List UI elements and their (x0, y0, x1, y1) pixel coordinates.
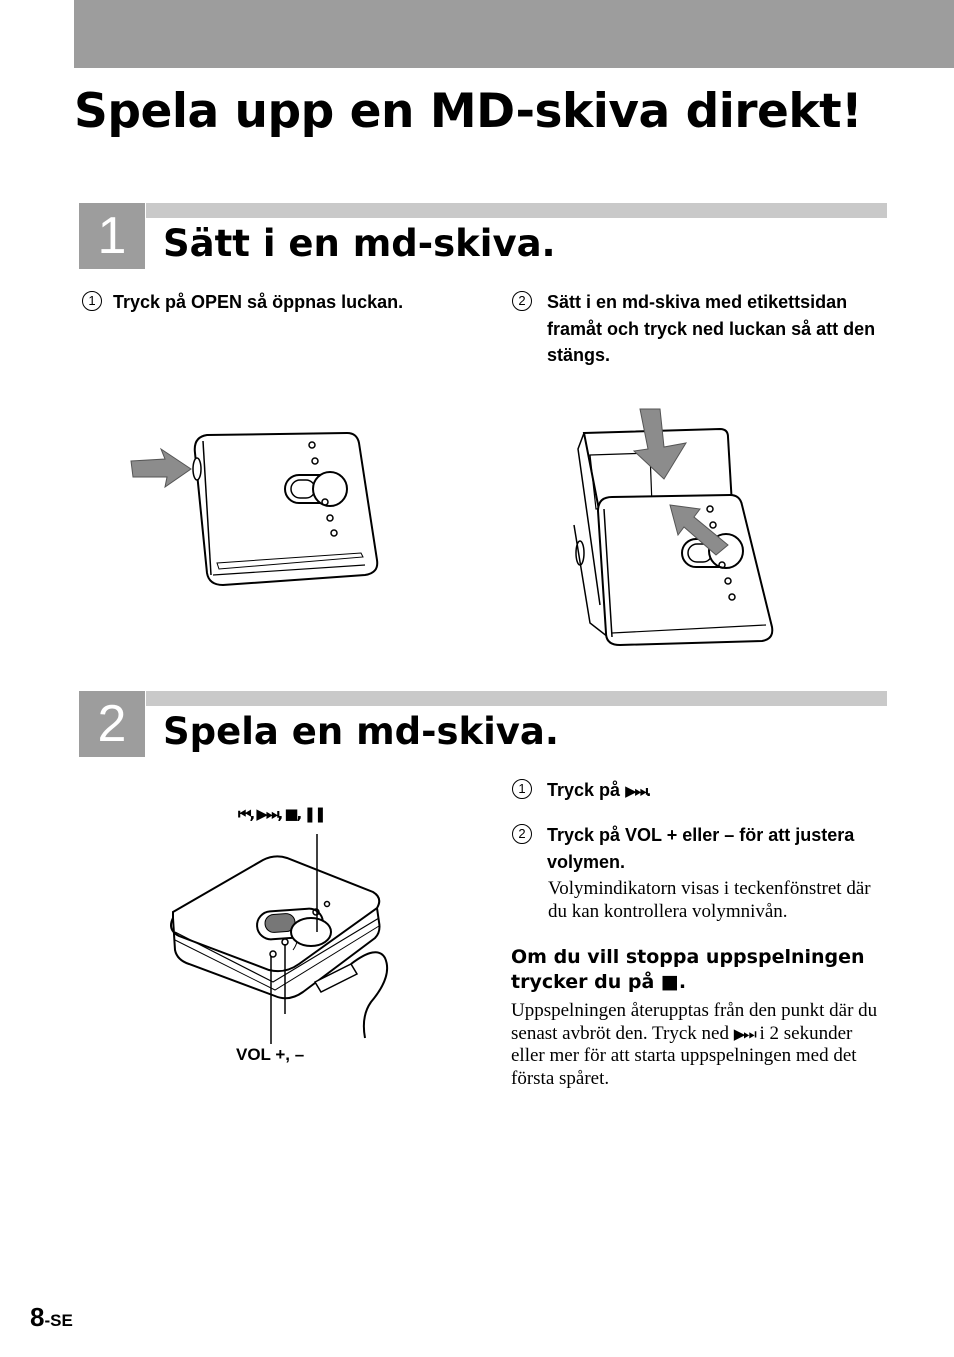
button-label-transport: ⏮, ▶⏭, ■, ❚❚ (238, 805, 325, 823)
page-title: Spela upp en MD-skiva direkt! (74, 84, 863, 139)
step-2-instr-2-marker: 2 (512, 824, 532, 844)
page-number-suffix: -SE (44, 1311, 73, 1330)
button-label-volume: VOL +, – (236, 1045, 305, 1064)
page-number-value: 8 (30, 1302, 45, 1332)
step-1-stripe (146, 203, 887, 218)
header-bar (74, 0, 954, 68)
md-player-insert-illustration (560, 405, 790, 650)
step-2-instr-1-text: Tryck på ▶⏭. (547, 780, 652, 800)
step-1-title: Sätt i en md-skiva. (163, 222, 556, 265)
step-1-number: 1 (79, 203, 145, 269)
tip-heading: Om du vill stoppa uppspelningen trycker du på ■. (511, 946, 865, 993)
md-player-play-illustration (165, 832, 395, 1044)
step-2-instr-1-marker: 1 (512, 779, 532, 799)
step-1-instr-2-marker: 2 (512, 291, 532, 311)
step-2-stripe (146, 691, 887, 706)
step-1-instr-2-text: Sätt i en md-skiva med etikettsidan framåt och tryck ned luckan så att den stängs. (547, 292, 876, 365)
step-2-instr-2-text: Tryck på VOL + eller – för att justera volymen. (547, 825, 855, 872)
tip-body: Uppspelningen återupptas från den punkt där du senast avbröt den. Tryck ned ▶⏭ i 2 sekunder eller mer för att starta uppspelningen med det första spåret. (511, 1000, 878, 1089)
step-1-instr-1-marker: 1 (82, 291, 102, 311)
md-player-open-illustration (125, 425, 385, 590)
page-number (30, 1302, 73, 1333)
step-2-instr-2-note: Volymindikatorn visas i teckenfönstret där du kan kontrollera volymnivån. (548, 878, 871, 922)
step-1-instr-1-text: Tryck på OPEN så öppnas luckan. (113, 292, 404, 312)
step-2-title: Spela en md-skiva. (163, 710, 559, 753)
step-2-number: 2 (79, 691, 145, 757)
